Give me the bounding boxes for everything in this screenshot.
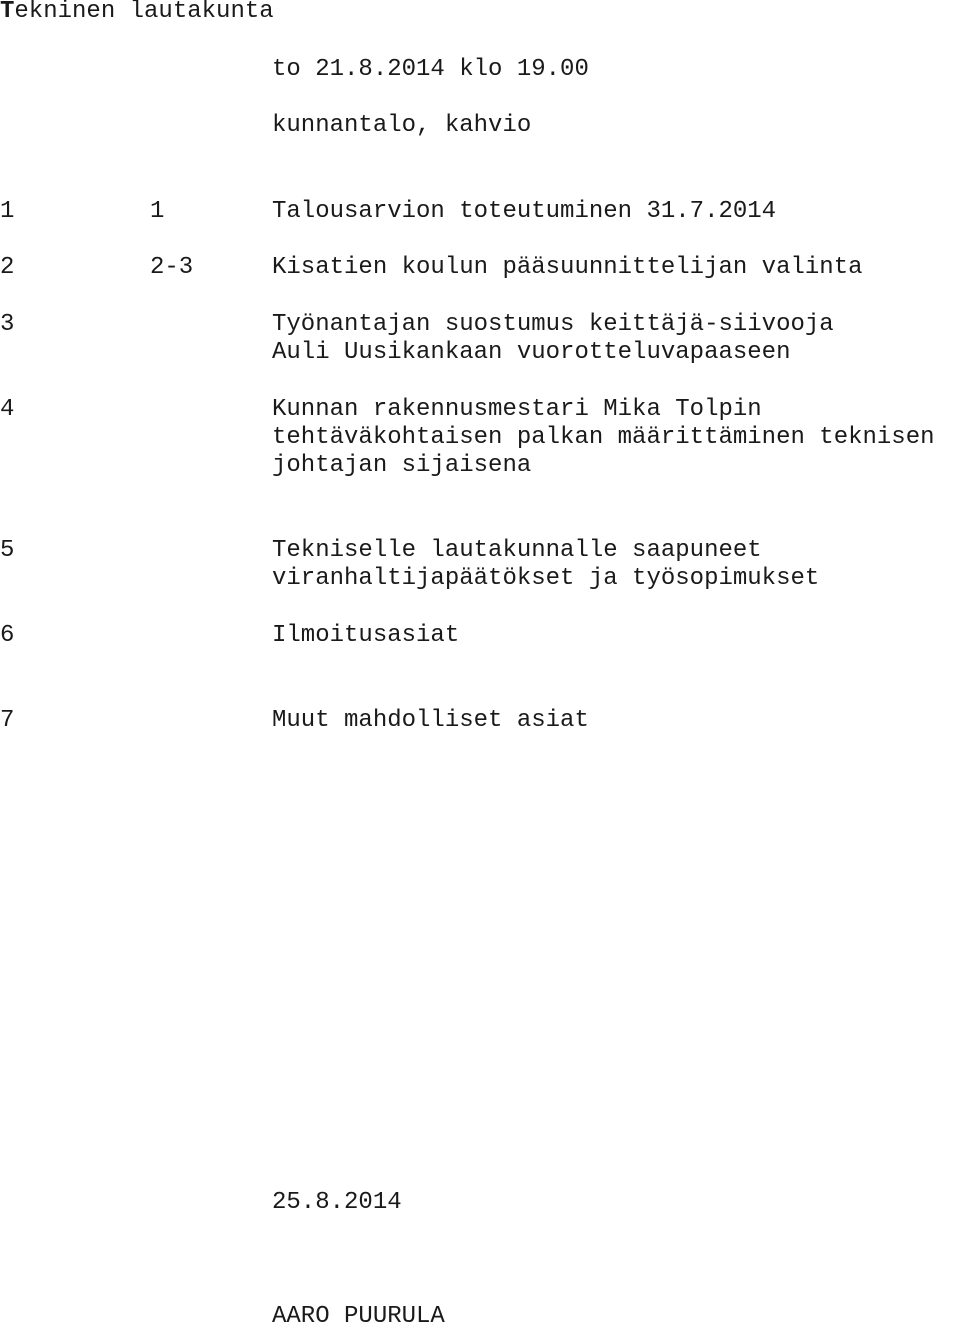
item-5-title-line-2: viranhaltijapäätökset ja työsopimukset: [272, 565, 820, 592]
item-1-sub: 1: [150, 198, 165, 225]
item-2-title-line-1: Kisatien koulun pääsuunnittelijan valinta: [272, 254, 863, 281]
item-4-number: 4: [0, 396, 15, 423]
item-4-title-line-2: tehtäväkohtaisen palkan määrittäminen teknisen: [272, 424, 935, 451]
meeting-place: kunnantalo, kahvio: [272, 112, 532, 139]
item-3-number: 3: [0, 311, 15, 338]
footer-date: 25.8.2014: [272, 1189, 402, 1216]
item-7-title-line-1: Muut mahdolliset asiat: [272, 707, 589, 734]
item-2-number: 2: [0, 254, 15, 281]
board-title: [0, 0, 274, 26]
board-title-rest: ekninen lautakunta: [14, 0, 274, 25]
item-4-title-line-3: johtajan sijaisena: [272, 452, 532, 479]
item-6-number: 6: [0, 622, 15, 649]
meeting-date-time: to 21.8.2014 klo 19.00: [272, 56, 589, 83]
item-7-number: 7: [0, 707, 15, 734]
footer-signer: AARO PUURULA: [272, 1303, 445, 1330]
item-3-title-line-2: Auli Uusikankaan vuorotteluvapaaseen: [272, 339, 791, 366]
item-6-title-line-1: Ilmoitusasiat: [272, 622, 460, 649]
item-5-title-line-1: Tekniselle lautakunnalle saapuneet: [272, 537, 762, 564]
item-1-number: 1: [0, 198, 15, 225]
item-3-title-line-1: Työnantajan suostumus keittäjä-siivooja: [272, 311, 834, 338]
item-5-number: 5: [0, 537, 15, 564]
item-1-title-line-1: Talousarvion toteutuminen 31.7.2014: [272, 198, 777, 225]
item-2-sub: 2-3: [150, 254, 194, 281]
item-4-title-line-1: Kunnan rakennusmestari Mika Tolpin: [272, 396, 762, 423]
board-title-initial: T: [0, 0, 15, 25]
